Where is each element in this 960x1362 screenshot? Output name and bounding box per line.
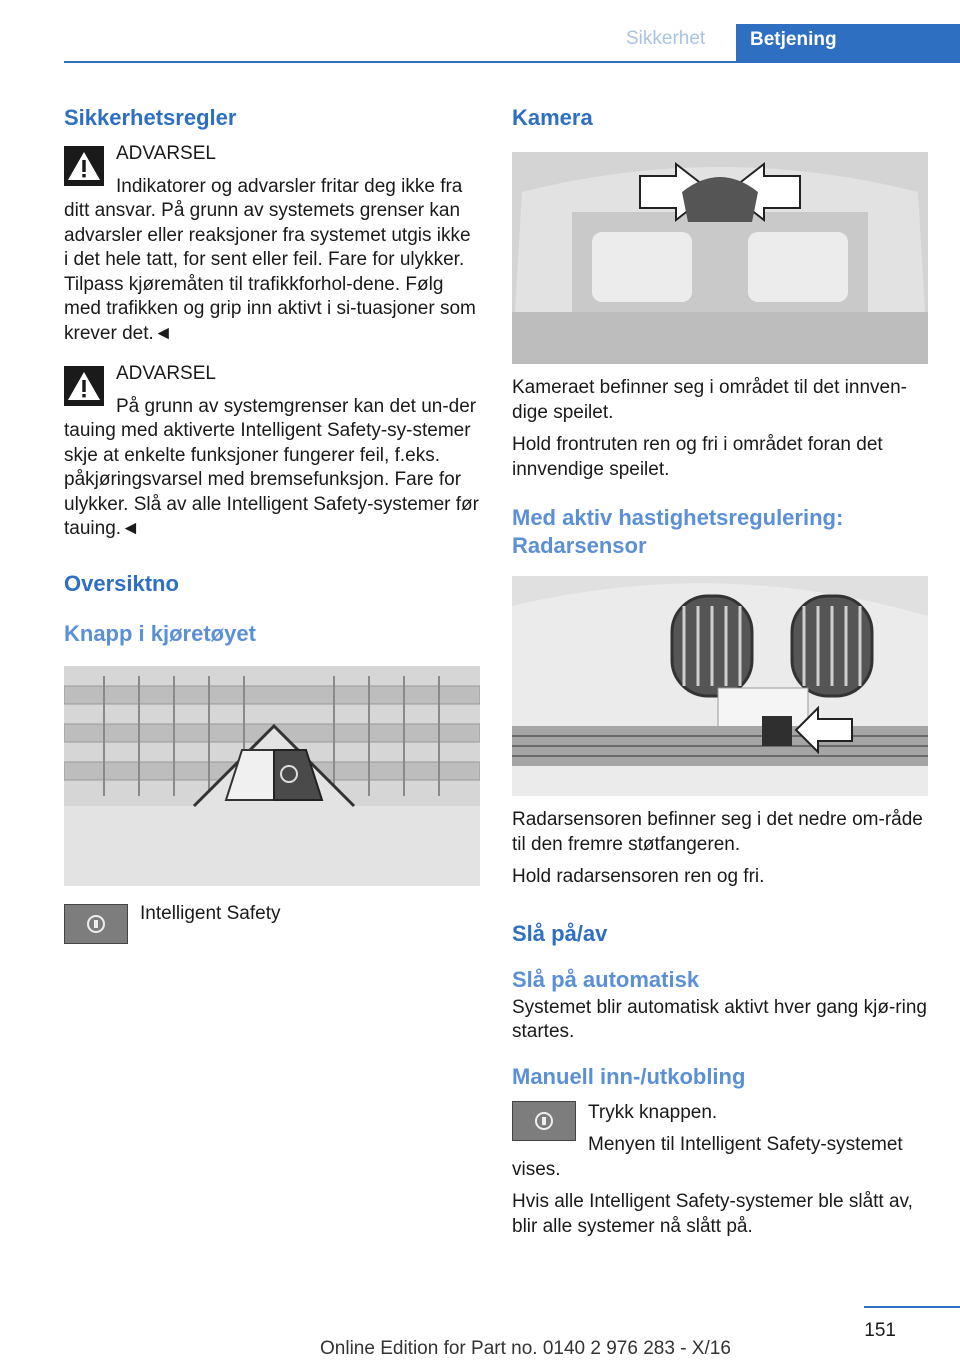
camera-text-2: Hold frontruten ren og fri i området foran det innvendige speilet. — [512, 434, 883, 480]
warning-text: På grunn av systemgrenser kan det un-der tauing med aktiverte Intelligent Safety-sy-stemer skje at enkelte funksjoner fungerer feil, f.eks. påkjøringsvarsel med bremsefunksjon. Fare for ulykker. Slå av alle Intelligent Safety-systemer før tauing.◄ — [64, 395, 479, 539]
warning-triangle-icon — [64, 146, 104, 186]
edition-text: Online Edition for Part no. 0140 2 976 283 - X/16 — [320, 1338, 731, 1359]
camera-text-1: Kameraet befinner seg i området til det innven-dige speilet. — [512, 377, 907, 423]
button-heading: Knapp i kjøretøyet — [64, 620, 256, 646]
onoff-heading: Slå på/av — [512, 920, 608, 946]
warning-label: ADVARSEL — [116, 363, 216, 384]
intelligent-safety-icon — [512, 1101, 576, 1141]
page-number: 151 — [864, 1320, 896, 1341]
radar-text-1: Radarsensoren befinner seg i det nedre om-råde til den fremre støtfangeren. — [512, 809, 923, 855]
auto-heading: Slå på automatisk — [512, 966, 700, 992]
safety-rules-heading: Sikkerhetsregler — [64, 105, 237, 130]
auto-text: Systemet blir automatisk aktivt hver gang kjø-ring startes. — [512, 996, 927, 1042]
warning-block-1 — [64, 142, 480, 346]
camera-heading: Kamera — [512, 105, 593, 130]
button-legend — [64, 904, 480, 944]
radar-heading — [512, 504, 928, 560]
manual-text-3: Hvis alle Intelligent Safety-systemer ble slått av, blir alle systemer nå slått på. — [512, 1191, 913, 1237]
left-column — [64, 104, 480, 944]
right-column — [512, 104, 928, 1239]
button-caption: Intelligent Safety — [140, 902, 281, 924]
footer-rule — [864, 1306, 960, 1308]
header-rule — [64, 61, 960, 63]
overview-heading: Oversiktno — [64, 570, 179, 596]
button-illustration — [64, 666, 480, 886]
page-header — [0, 0, 960, 62]
radar-heading-line-1: Med aktiv hastighetsregulering: — [512, 505, 844, 530]
warning-block-2 — [64, 362, 480, 542]
manual-text-1: Trykk knappen. — [588, 1101, 718, 1123]
chapter-tab: Betjening — [736, 24, 960, 62]
warning-label: ADVARSEL — [116, 143, 216, 164]
intelligent-safety-icon — [64, 904, 128, 944]
manual-heading: Manuell inn-/utkobling — [512, 1063, 746, 1089]
radar-heading-line-2: Radarsensor — [512, 533, 647, 558]
warning-triangle-icon — [64, 366, 104, 406]
camera-illustration — [512, 152, 928, 364]
warning-text: Indikatorer og advarsler fritar deg ikke fra ditt ansvar. På grunn av systemets grenser kan advarsler eller reaksjoner fra systemet utgis ikke i det hele tatt, for sent eller feil. Fare for ulykker. Tilpass kjøremåten til trafikkforhol-dene. Følg med trafikken og grip inn aktivt i si-tuasjoner som krever det.◄ — [64, 175, 476, 344]
radar-illustration — [512, 576, 928, 796]
radar-text-2: Hold radarsensoren ren og fri. — [512, 866, 765, 887]
section-tab: Sikkerhet — [626, 28, 706, 49]
manual-text-2: Menyen til Intelligent Safety-systemet vises. — [512, 1134, 903, 1180]
manual-block — [512, 1101, 928, 1183]
